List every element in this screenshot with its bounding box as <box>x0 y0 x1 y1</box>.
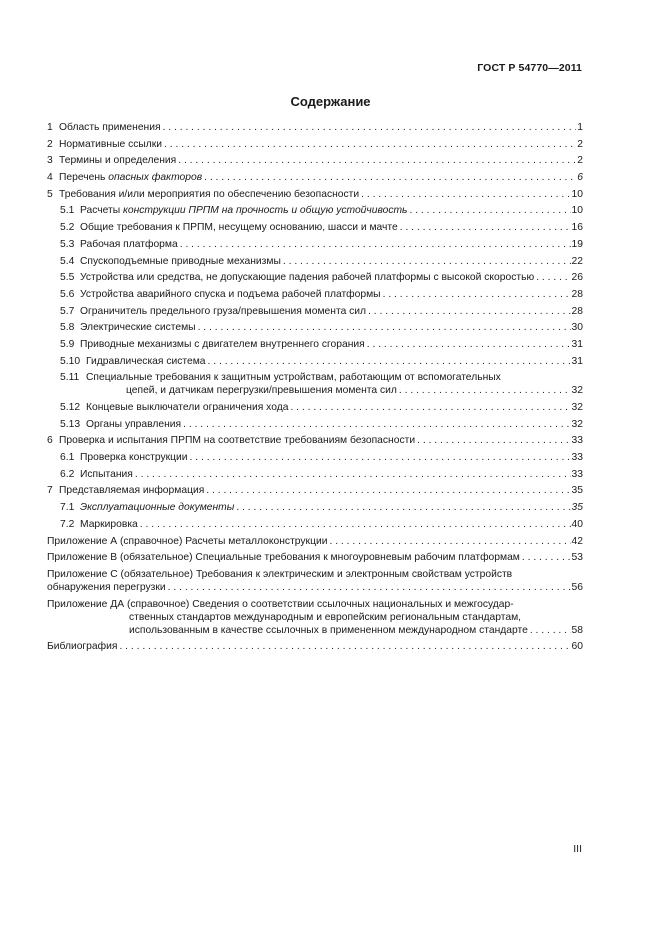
toc-entry-title <box>80 518 138 531</box>
dot-leader <box>290 401 570 414</box>
toc-entry-title-line: Специальные требования к защитным устройствам, работающим от вспомогательных <box>86 372 501 384</box>
toc-entry-number: 6 <box>47 435 53 447</box>
dot-leader <box>400 221 571 234</box>
toc-entry-title <box>129 624 528 637</box>
toc-entry[interactable] <box>47 501 583 514</box>
toc-entry-title-part: Ограничитель предельного груза/превышения момента сил <box>80 305 367 317</box>
dot-leader <box>409 204 570 217</box>
toc-entry[interactable] <box>47 288 583 301</box>
toc-entry-title-part: Эксплуатационные документы <box>80 502 235 514</box>
toc-entry-page: 32 <box>571 385 583 397</box>
toc-entry-title-part: Проверка и испытания ПРПМ на соответствие требованиям безопасности <box>59 435 416 447</box>
dot-leader <box>283 255 571 268</box>
toc-entry-title-part: Приложение А (справочное) Расчеты металлоконструкции <box>47 535 328 547</box>
toc-entry-title <box>80 288 381 301</box>
toc-entry-number: 7.1 <box>60 502 75 514</box>
dot-leader <box>204 171 576 184</box>
page-title: Содержание <box>290 94 371 109</box>
toc-entry-title <box>80 338 365 351</box>
toc-entry-title <box>86 401 288 414</box>
dot-leader <box>208 355 571 368</box>
toc-entry-title-part: Требования и/или мероприятия по обеспечению безопасности <box>59 188 360 200</box>
dot-leader <box>206 484 570 497</box>
toc-entry-title <box>47 640 117 653</box>
toc-entry-title-part: Термины и определения <box>59 155 177 167</box>
toc-entry-title-part: Нормативные ссылки <box>59 138 163 150</box>
toc-entry-title-part: Гидравлическая система <box>86 355 206 367</box>
dot-leader <box>164 138 576 151</box>
toc-entry-number: 6.2 <box>60 468 75 480</box>
toc-entry-page: 10 <box>571 205 583 217</box>
toc-entry-title <box>59 171 202 184</box>
toc-entry-title <box>80 501 234 514</box>
toc-entry-title <box>47 581 166 594</box>
toc-entry[interactable] <box>47 451 583 464</box>
toc-entry-number: 5.6 <box>60 288 75 300</box>
toc-entry-number: 5.8 <box>60 322 75 334</box>
toc-entry-number: 5.2 <box>60 222 75 234</box>
toc-entry-title-part: Библиография <box>47 641 118 653</box>
toc-entry-title-part: Расчеты <box>80 205 124 217</box>
dot-leader <box>536 271 570 284</box>
toc-entry-page: 30 <box>571 322 583 334</box>
toc-entry[interactable] <box>47 355 583 368</box>
toc-entry-number: 5.4 <box>60 255 75 267</box>
toc-entry-page: 1 <box>577 122 583 133</box>
toc-entry-page: 19 <box>571 238 583 250</box>
toc-entry-page: 60 <box>571 641 583 653</box>
toc-entry-page: 35 <box>571 485 583 497</box>
toc-entry-page: 42 <box>571 535 583 547</box>
dot-leader <box>168 581 571 594</box>
toc-entry[interactable] <box>47 568 583 594</box>
toc-entry[interactable] <box>47 518 583 531</box>
dot-leader <box>119 640 570 653</box>
toc-entry[interactable] <box>47 171 583 184</box>
toc-entry[interactable] <box>47 468 583 481</box>
dot-leader <box>522 551 571 564</box>
dot-leader <box>236 501 570 514</box>
toc-entry[interactable] <box>47 401 583 414</box>
toc-entry-title <box>59 154 176 167</box>
dot-leader <box>180 238 571 251</box>
toc-entry-page: 22 <box>571 255 583 267</box>
toc-entry[interactable] <box>47 535 583 548</box>
toc-entry-title <box>47 535 327 548</box>
toc-entry[interactable] <box>47 484 583 497</box>
toc-entry-title-part: цепей, и датчикам перегрузки/превышения момента сил <box>126 385 397 397</box>
document-header: ГОСТ Р 54770—2011 <box>477 62 582 74</box>
toc-entry[interactable] <box>47 188 583 201</box>
dot-leader <box>140 518 571 531</box>
page-number: III <box>573 843 582 855</box>
dot-leader <box>329 535 570 548</box>
toc-entry-page: 40 <box>571 518 583 530</box>
toc-entry[interactable] <box>47 138 583 151</box>
toc-entry-page: 28 <box>571 305 583 317</box>
toc-entry-page: 33 <box>571 435 583 447</box>
toc-entry-title <box>80 221 398 234</box>
toc-entry-page: 33 <box>571 468 583 480</box>
toc-entry-title <box>59 188 359 201</box>
toc-entry-title-part: Приложение В (обязательное) Специальные требования к многоуровневым рабочим платформам <box>47 552 520 564</box>
toc-entry-title <box>80 321 196 334</box>
toc-entry[interactable] <box>47 434 583 447</box>
toc-entry-title-part: Перечень <box>59 172 109 184</box>
dot-leader <box>198 321 571 334</box>
toc-entry-number: 5.11 <box>60 372 80 384</box>
toc-entry-number: 5.7 <box>60 305 75 317</box>
toc-entry[interactable] <box>47 338 583 351</box>
toc-entry-title-line: ственных стандартов международным и европейским региональным стандартам, <box>129 611 522 623</box>
toc-entry-title <box>80 305 366 318</box>
toc-entry-page: 35 <box>571 502 583 514</box>
toc-entry[interactable] <box>47 271 583 284</box>
toc-entry[interactable] <box>47 305 583 318</box>
dot-leader <box>135 468 571 481</box>
toc-entry-page: 32 <box>571 418 583 430</box>
toc-entry-number: 3 <box>47 155 53 167</box>
toc-entry[interactable] <box>47 418 583 431</box>
toc-entry-page: 33 <box>571 452 583 464</box>
toc-entry[interactable] <box>47 371 583 397</box>
toc-entry-title <box>86 355 206 368</box>
toc-entry[interactable] <box>47 551 583 564</box>
toc-entry-title-part: использованным в качестве ссылочных в примененном международном стандарте <box>129 624 528 636</box>
dot-leader <box>368 305 570 318</box>
toc-entry-page: 58 <box>571 624 583 636</box>
toc-entry-title-part: Представляемая информация <box>59 485 205 497</box>
toc-entry-page: 2 <box>577 138 583 150</box>
toc-entry-title <box>80 204 407 217</box>
toc-entry-title-part: Маркировка <box>80 518 138 530</box>
toc-entry[interactable] <box>47 598 583 637</box>
toc-entry-page: 31 <box>571 355 583 367</box>
toc-entry-title-part: обнаружения перегрузки <box>47 581 166 593</box>
toc-entry-page: 56 <box>571 581 583 593</box>
dot-leader <box>383 288 571 301</box>
toc-entry-number: 7 <box>47 485 53 497</box>
toc-entry-number: 5 <box>47 188 53 200</box>
table-of-contents <box>47 121 583 657</box>
toc-entry-title <box>126 384 397 397</box>
dot-leader <box>417 434 570 447</box>
toc-entry[interactable] <box>47 640 583 653</box>
toc-entry-number: 7.2 <box>60 518 75 530</box>
toc-entry-title-part: Общие требования к ПРПМ, несущему основанию, шасси и мачте <box>80 222 398 234</box>
toc-entry-title <box>59 484 204 497</box>
toc-entry-page: 10 <box>571 188 583 200</box>
toc-entry-title-part: Рабочая платформа <box>80 238 178 250</box>
toc-entry-title-part: Приводные механизмы с двигателем внутреннего сгорания <box>80 338 365 350</box>
toc-entry-title-part: конструкции ПРПМ на прочность и общую устойчивость <box>123 205 408 217</box>
toc-entry[interactable] <box>47 204 583 217</box>
toc-entry[interactable] <box>47 154 583 167</box>
toc-entry-number: 1 <box>47 122 53 133</box>
toc-entry-title-part: Область применения <box>59 122 161 133</box>
toc-entry-page: 28 <box>571 288 583 300</box>
toc-entry[interactable] <box>47 221 583 234</box>
toc-entry-number: 5.5 <box>60 272 75 284</box>
toc-entry-title-part: Спускоподъемные приводные механизмы <box>80 255 281 267</box>
toc-entry[interactable] <box>47 255 583 268</box>
toc-entry-title <box>80 271 534 284</box>
toc-entry[interactable] <box>47 121 583 134</box>
toc-entry-title-part: опасных факторов <box>108 172 203 184</box>
toc-entry[interactable] <box>47 238 583 251</box>
toc-entry-title <box>80 468 133 481</box>
dot-leader <box>178 154 576 167</box>
toc-entry-number: 2 <box>47 138 53 150</box>
dot-leader <box>190 451 571 464</box>
toc-entry-number: 5.9 <box>60 338 75 350</box>
toc-entry-number: 5.1 <box>60 205 75 217</box>
toc-entry-page: 16 <box>571 222 583 234</box>
toc-entry-title-part: Концевые выключатели ограничения хода <box>86 402 289 413</box>
toc-entry-title-line: Приложение С (обязательное) Требования к электрическим и электронным свойствам устройств <box>47 568 513 580</box>
dot-leader <box>399 384 571 397</box>
toc-entry-number: 5.13 <box>60 418 81 430</box>
toc-entry-title-part: Устройства или средства, не допускающие падения рабочей платформы с высокой скоростью <box>80 272 535 284</box>
toc-entry-number: 5.10 <box>60 355 81 367</box>
toc-entry-page: 26 <box>571 272 583 284</box>
toc-entry-title-line: Приложение ДА (справочное) Сведения о соответствии ссылочных национальных и межгосудар- <box>47 598 514 610</box>
toc-entry-title-part: Проверка конструкции <box>80 452 188 464</box>
toc-entry-page: 53 <box>571 552 583 564</box>
dot-leader <box>163 121 577 134</box>
toc-entry[interactable] <box>47 321 583 334</box>
toc-entry-title <box>59 121 161 134</box>
toc-entry-page: 31 <box>571 338 583 350</box>
dot-leader <box>530 624 571 637</box>
toc-entry-page: 32 <box>571 402 583 413</box>
toc-entry-number: 6.1 <box>60 452 75 464</box>
toc-entry-page: 2 <box>577 155 583 167</box>
toc-entry-number: 4 <box>47 172 53 184</box>
dot-leader <box>183 418 570 431</box>
toc-entry-title-part: Органы управления <box>86 418 182 430</box>
toc-entry-number: 5.12 <box>60 402 81 413</box>
toc-entry-number: 5.3 <box>60 238 75 250</box>
toc-entry-title <box>59 434 415 447</box>
toc-entry-title <box>86 418 181 431</box>
toc-entry-title <box>80 451 188 464</box>
toc-entry-title-part: Электрические системы <box>80 322 196 334</box>
toc-entry-title <box>47 551 520 564</box>
dot-leader <box>361 188 570 201</box>
toc-entry-title <box>80 238 178 251</box>
toc-entry-title <box>59 138 162 151</box>
dot-leader <box>367 338 571 351</box>
toc-entry-title <box>80 255 281 268</box>
toc-entry-title-part: Устройства аварийного спуска и подъема рабочей платформы <box>80 288 381 300</box>
toc-entry-title-part: Испытания <box>80 468 133 480</box>
toc-entry-page: 6 <box>577 172 583 184</box>
